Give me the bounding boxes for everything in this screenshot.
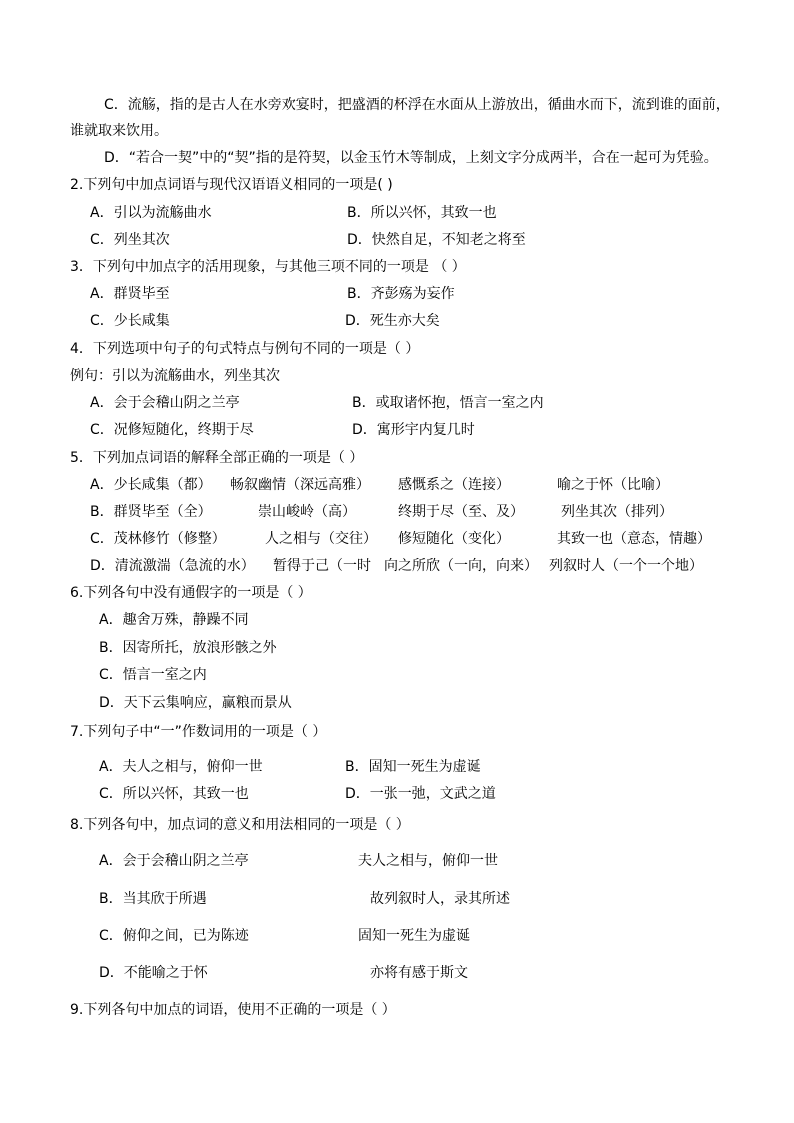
- q5-option-a-1: A．少长咸集（都）: [90, 477, 212, 493]
- q5-option-c-4: 其致一也（意态，情趣）: [557, 531, 711, 547]
- q2-option-a: A．引以为流觞曲水: [90, 205, 212, 221]
- q7-stem: 7.下列句子中“一”作数词用的一项是（ ）: [70, 724, 327, 740]
- q6-option-d: D．天下云集响应，赢粮而景从: [99, 695, 292, 711]
- q9-stem: 9.下列各句中加点的词语，使用不正确的一项是（ ）: [70, 1002, 396, 1018]
- q4-option-a: A．会于会稽山阴之兰亭: [90, 395, 240, 411]
- q5-option-b-2: 崇山峻岭（高）: [258, 504, 356, 520]
- q4-stem: 4．下列选项中句子的句式特点与例句不同的一项是（ ）: [70, 341, 420, 357]
- q5-option-b-3: 终期于尽（至、及）: [398, 504, 524, 520]
- q4-option-c: C．况修短随化，终期于尽: [90, 422, 254, 438]
- q8-option-b-left: B．当其欣于所遇: [99, 891, 207, 907]
- q7-option-d: D．一张一弛，文武之道: [345, 786, 496, 802]
- q1-option-c-line1: C．流觞，指的是古人在水旁欢宴时，把盛酒的杯浮在水面从上游放出，循曲水而下，流到谁的面前，: [104, 97, 730, 113]
- q8-option-a-right: 夫人之相与，俯仰一世: [358, 853, 498, 869]
- q7-option-a: A．夫人之相与，俯仰一世: [99, 759, 263, 775]
- q4-option-d: D．寓形宇内复几时: [352, 422, 475, 438]
- q3-option-c: C．少长咸集: [90, 313, 170, 329]
- q5-stem: 5．下列加点词语的解释全部正确的一项是（ ）: [70, 450, 364, 466]
- q5-option-c-1: C．茂林修竹（修整）: [90, 531, 226, 547]
- q2-option-b: B．所以兴怀，其致一也: [347, 205, 497, 221]
- q3-stem: 3．下列句中加点字的活用现象，与其他三项不同的一项是 （ ）: [70, 259, 466, 275]
- q4-example: 例句：引以为流觞曲水，列坐其次: [70, 368, 280, 384]
- q5-option-d-3: 向之所欣（一向，向来）: [384, 558, 538, 574]
- q5-option-c-3: 修短随化（变化）: [398, 531, 510, 547]
- q5-option-a-3: 感慨系之（连接）: [398, 477, 510, 493]
- q2-option-d: D．快然自足，不知老之将至: [347, 232, 526, 248]
- q6-option-c: C．悟言一室之内: [99, 667, 207, 683]
- q8-option-a-left: A．会于会稽山阴之兰亭: [99, 853, 249, 869]
- q8-option-c-left: C．俯仰之间，已为陈迹: [99, 928, 249, 944]
- q3-option-d: D．死生亦大矣: [345, 313, 440, 329]
- q8-stem: 8.下列各句中，加点词的意义和用法相同的一项是（ ）: [70, 817, 410, 833]
- q7-option-b: B．固知一死生为虚诞: [345, 759, 481, 775]
- q8-option-d-left: D．不能喻之于怀: [99, 965, 208, 981]
- q6-option-a: A．趣舍万殊，静躁不同: [99, 612, 249, 628]
- q1-option-c-line2: 谁就取来饮用。: [70, 123, 168, 139]
- q5-option-d-1: D．清流激湍（急流的水）: [90, 558, 255, 574]
- q6-option-b: B．因寄所托，放浪形骸之外: [99, 640, 277, 656]
- q7-option-c: C．所以兴怀，其致一也: [99, 786, 249, 802]
- q6-stem: 6.下列各句中没有通假字的一项是（ ）: [70, 585, 312, 601]
- q1-option-d: D．“若合一契”中的“契”指的是符契，以金玉竹木等制成，上刻文字分成两半，合在一起可为凭验。: [104, 150, 718, 166]
- q4-option-b: B．或取诸怀抱，悟言一室之内: [352, 395, 544, 411]
- q5-option-a-4: 喻之于怀（比喻）: [557, 477, 669, 493]
- q2-option-c: C．列坐其次: [90, 232, 170, 248]
- q5-option-a-2: 畅叙幽情（深远高雅）: [230, 477, 370, 493]
- q5-option-b-1: B．群贤毕至（全）: [90, 504, 212, 520]
- q8-option-b-right: 故列叙时人，录其所述: [370, 891, 510, 907]
- q3-option-b: B．齐彭殇为妄作: [347, 286, 455, 302]
- q5-option-d-4: 列叙时人（一个一个地）: [549, 558, 703, 574]
- q3-option-a: A．群贤毕至: [90, 286, 170, 302]
- q5-option-c-2: 人之相与（交往）: [265, 531, 377, 547]
- q2-stem: 2.下列句中加点词语与现代汉语语义相同的一项是( ): [70, 177, 393, 193]
- q8-option-d-right: 亦将有感于斯文: [370, 965, 468, 981]
- q5-option-b-4: 列坐其次（排列）: [561, 504, 673, 520]
- q8-option-c-right: 固知一死生为虚诞: [358, 928, 470, 944]
- q5-option-d-2: 暂得于己（一时: [273, 558, 371, 574]
